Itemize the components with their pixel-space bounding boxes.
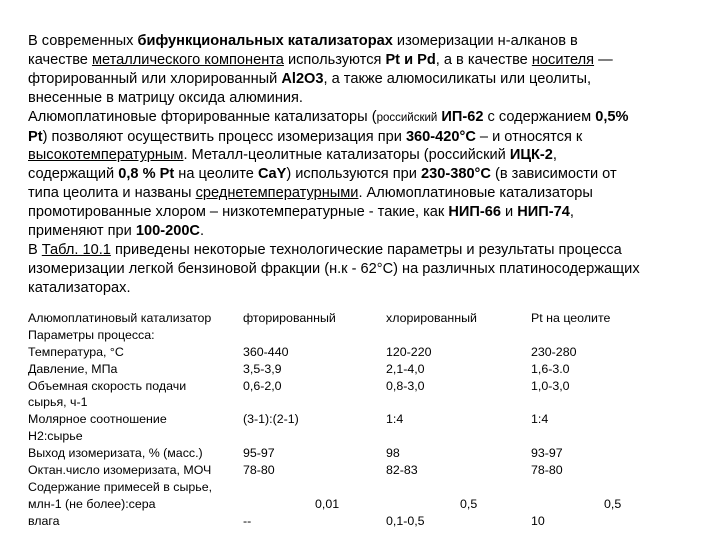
table-row xyxy=(28,445,708,462)
text-line xyxy=(28,128,696,147)
text-run: на цеолите xyxy=(174,166,258,183)
table-cell: 2,1-4,0 xyxy=(386,361,425,376)
table-row xyxy=(28,378,708,395)
text-line xyxy=(28,222,696,241)
text-run: , xyxy=(569,204,574,221)
text-run: содержащий xyxy=(28,166,119,183)
table-cell: 78-80 xyxy=(531,463,563,478)
table-row xyxy=(28,496,708,513)
table-row xyxy=(28,344,708,361)
text-run: с содержанием xyxy=(483,108,596,125)
bold-term: CaY xyxy=(257,166,287,183)
parameters-table xyxy=(28,310,708,530)
table-cell: -- xyxy=(243,513,252,528)
bold-term: 0,8 % Pt xyxy=(118,166,175,183)
text-line: катализаторах. xyxy=(28,279,131,296)
table-cell: (3-1):(2-1) xyxy=(243,412,299,427)
text-run: типа цеолита и названы xyxy=(28,185,196,202)
text-run: Алюмоплатиновые фторированные катализаторы ( xyxy=(28,108,377,125)
table-cell: 1:4 xyxy=(386,412,404,427)
link-table-10-1[interactable]: Табл. 10.1 xyxy=(41,241,111,258)
table-row xyxy=(28,394,708,411)
text-run: В xyxy=(28,241,42,258)
text-run: фторированный или хлорированный xyxy=(28,70,282,87)
bold-term: 360-420°С xyxy=(405,128,476,145)
text-line xyxy=(28,32,696,51)
text-run: . Алюмоплатиновые катализаторы xyxy=(358,185,593,202)
bold-term: НИП-66 xyxy=(448,204,501,221)
text-run: , а также алюмосиликаты или цеолиты, xyxy=(323,70,592,87)
table-cell-label: Октан.число изомеризата, МОЧ xyxy=(28,463,212,478)
table-cell: 1,6-3.0 xyxy=(531,361,570,376)
table-cell-label: млн-1 (не более):сера xyxy=(28,496,156,511)
table-cell: 78-80 xyxy=(243,463,275,478)
bold-term: 100-200С xyxy=(135,223,200,240)
text-run: ) позволяют осуществить процесс изомеризация при xyxy=(42,128,406,145)
table-cell: 360-440 xyxy=(243,344,289,359)
text-line xyxy=(28,146,696,165)
table-cell: 1:4 xyxy=(531,412,549,427)
link-medium-temperature[interactable]: среднетемпературными xyxy=(195,185,359,202)
text-line xyxy=(28,108,696,128)
text-run: промотированные хлором – низкотемпературные - такие, как xyxy=(28,204,449,221)
table-header-cell: Pt на цеолите xyxy=(531,311,611,325)
body-text xyxy=(28,32,696,298)
table-row xyxy=(28,411,708,428)
bold-term: бифункциональных катализаторах xyxy=(137,33,393,49)
text-run: — xyxy=(594,51,613,68)
table-cell: 0,6-2,0 xyxy=(243,378,282,393)
table-cell: 0,5 xyxy=(460,496,478,511)
table-cell: 10 xyxy=(531,513,545,528)
table-cell-label: Давление, МПа xyxy=(28,361,118,376)
text-run: . Металл-цеолитные катализаторы (российский xyxy=(183,147,510,164)
bold-term: 230-380°С xyxy=(421,166,491,183)
text-run: В современных xyxy=(28,33,138,49)
text-run: – и относятся к xyxy=(475,128,583,145)
link-high-temperature[interactable]: высокотемпературным xyxy=(28,147,184,164)
table-cell: 120-220 xyxy=(386,344,432,359)
text-run: (в зависимости от xyxy=(490,166,617,183)
bold-term: Pt xyxy=(28,128,43,145)
text-run: качестве xyxy=(28,51,92,68)
table-cell-label: сырья, ч-1 xyxy=(28,395,88,410)
table-cell: 0,8-3,0 xyxy=(386,378,425,393)
bold-term: ИП-62 xyxy=(437,108,484,125)
bold-term: Pt и Pd xyxy=(385,51,436,68)
table-header-row xyxy=(28,310,708,327)
bold-term: Al2O3 xyxy=(281,70,324,87)
table-cell-label: влага xyxy=(28,513,60,528)
text-line xyxy=(28,51,696,70)
text-line xyxy=(28,184,696,203)
table-cell: 230-280 xyxy=(531,344,577,359)
table-row xyxy=(28,462,708,479)
text-line: изомеризации легкой бензиновой фракции (н.к - 62°С) на различных платиносодержащих xyxy=(28,260,640,277)
table-cell: 3,5-3,9 xyxy=(243,361,282,376)
bold-term: ИЦК-2 xyxy=(509,147,553,164)
table-cell: 0,1-0,5 xyxy=(386,513,425,528)
text-run: используются xyxy=(283,51,386,68)
table-cell-label: Объемная скорость подачи xyxy=(28,378,187,393)
text-line xyxy=(28,203,696,222)
text-run: и xyxy=(500,204,518,221)
text-run: изомеризации н-алканов в xyxy=(392,33,578,49)
table-cell: 1,0-3,0 xyxy=(531,378,570,393)
table-row xyxy=(28,428,708,445)
table-cell-label: Молярное соотношение xyxy=(28,412,167,427)
text-run: , xyxy=(552,147,557,164)
table-cell: 98 xyxy=(386,446,400,461)
text-run: приведены некоторые технологические параметры и результаты процесса xyxy=(110,241,622,258)
table-section-label: Параметры процесса: xyxy=(28,327,155,342)
table-cell: 0,01 xyxy=(315,496,340,511)
table-row xyxy=(28,513,708,530)
table-header-cell: хлорированный xyxy=(386,311,477,325)
text-line xyxy=(28,70,696,89)
table-header-cell: фторированный xyxy=(243,311,336,325)
text-line xyxy=(28,241,696,260)
text-run: применяют при xyxy=(28,223,136,240)
table-cell-label: Выход изомеризата, % (масс.) xyxy=(28,446,203,461)
bold-term: НИП-74 xyxy=(517,204,570,221)
bold-term: 0,5% xyxy=(595,108,629,125)
table-cell-label: Содержание примесей в сырье, xyxy=(28,479,213,494)
text-run: , а в качестве xyxy=(435,51,532,68)
table-row xyxy=(28,361,708,378)
table-cell: 0,5 xyxy=(604,496,622,511)
text-line: внесенные в матрицу оксида алюминия. xyxy=(28,89,303,106)
table-cell-label: Н2:сырье xyxy=(28,429,83,444)
table-cell-label: Температура, °С xyxy=(28,344,124,359)
table-cell: 95-97 xyxy=(243,446,275,461)
link-metal-component[interactable]: металлического компонента xyxy=(91,51,284,68)
text-run: ) используются при xyxy=(286,166,421,183)
link-carrier[interactable]: носителя xyxy=(531,51,595,68)
table-header-cell: Алюмоплатиновый катализатор xyxy=(28,311,212,325)
table-cell: 82-83 xyxy=(386,463,418,478)
text-run: российский xyxy=(376,111,438,124)
table-cell: 93-97 xyxy=(531,446,563,461)
text-line xyxy=(28,165,696,184)
text-run: . xyxy=(199,223,205,240)
table-row xyxy=(28,479,708,496)
table-section-row xyxy=(28,327,708,344)
